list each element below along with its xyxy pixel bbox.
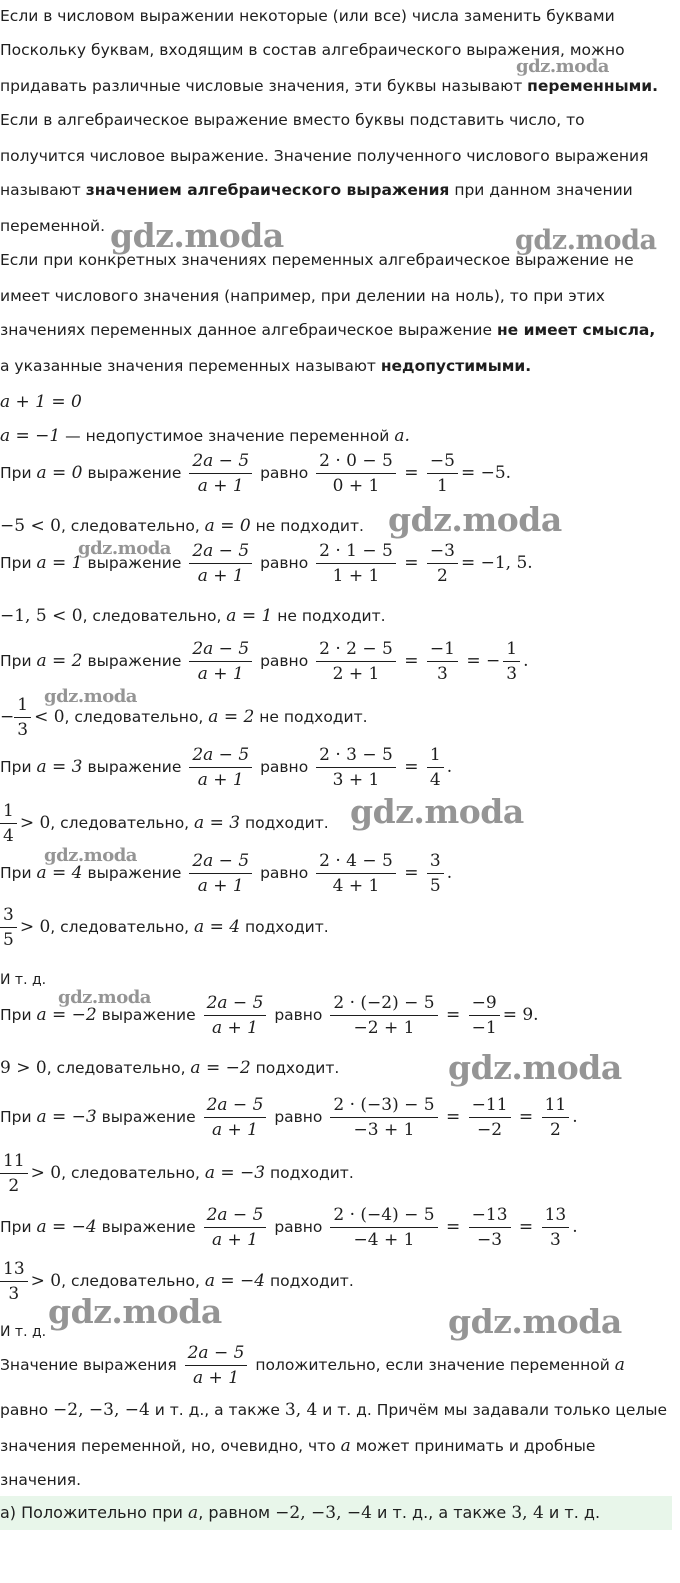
answer-var: a [188, 1503, 199, 1523]
watermark-8: gdz.moda [44, 845, 137, 866]
check-am3-d: 2 [8, 1176, 20, 1196]
case-a4-r1d: 5 [429, 876, 441, 896]
check-am4-d: 3 [8, 1284, 20, 1304]
case-a2-r1n: −1 [427, 638, 458, 662]
answer-values2: 3, 4 [511, 1503, 544, 1523]
case-a2-r2 [503, 638, 520, 685]
check-row-a1 [0, 606, 386, 626]
intro-line-10 [0, 320, 655, 340]
intro-line-4: Если в алгебраическое выражение вместо буквы подставить число, то [0, 111, 585, 129]
check-am3-verdict: подходит. [265, 1164, 354, 1182]
case-a3-value: a = 3 [36, 757, 83, 777]
watermark-1: gdz.moda [516, 56, 609, 77]
watermark-2: gdz.moda [110, 216, 284, 255]
case-a2-r1 [427, 638, 458, 685]
case-a1-vyr: выражение [82, 554, 187, 572]
case-a1-ravno: равно [255, 554, 314, 572]
watermark-3: gdz.moda [515, 225, 657, 256]
check-a4-verdict: подходит. [240, 918, 329, 936]
check-am4-ineq: > 0 [30, 1271, 62, 1291]
expr-num: 2a − 5 [206, 1205, 264, 1225]
case-a0-pri: При [0, 464, 37, 482]
case-am4-r2n: 13 [542, 1204, 570, 1228]
case-am2-expr [204, 992, 267, 1039]
watermark-9: gdz.moda [58, 987, 151, 1008]
check-a3-d: 4 [3, 826, 14, 846]
case-am2-r1d: −1 [471, 1018, 497, 1038]
case-am3-subst [330, 1094, 437, 1141]
check-a3-verdict: подходит. [240, 814, 329, 832]
case-a1-pri: При [0, 554, 37, 572]
check-row-a3 [0, 800, 329, 847]
case-am3-value: a = −3 [36, 1107, 97, 1127]
check-am3-ineq: > 0 [30, 1163, 62, 1183]
case-a3-n: 2 · 3 − 5 [316, 744, 396, 768]
intro-line-11 [0, 356, 531, 376]
case-a4-vyr: выражение [82, 864, 187, 882]
check-a0-verdict: не подходит. [250, 517, 364, 535]
conclusion-l1-var: a [614, 1355, 625, 1375]
term-expression-value: значением алгебраического выражения [85, 181, 450, 199]
case-am3-n: 2 · (−3) − 5 [330, 1094, 437, 1118]
check-am4-frac [0, 1258, 28, 1305]
check-am4-n: 13 [0, 1258, 28, 1282]
conclusion-l2-values: −2, −3, −4 [53, 1400, 150, 1420]
watermark-4: gdz.moda [388, 500, 562, 539]
intro-line-5: получится числовое выражение. Значение полученного числового выражения [0, 147, 649, 165]
invalid-value-math: a = −1 [0, 426, 61, 446]
case-a2-r2d: 3 [506, 664, 518, 684]
case-a3-ravno: равно [255, 758, 314, 776]
conclusion-line-1 [0, 1342, 625, 1389]
case-a2-value: a = 2 [36, 651, 83, 671]
case-am3-vyr: выражение [96, 1108, 201, 1126]
case-am3-d: −3 + 1 [353, 1120, 415, 1140]
conclusion-l2-values2: 3, 4 [284, 1400, 318, 1420]
case-row-am3: При a = −3 выражение $\frac{2a - 5}{a + 1}$ равно $\frac{2 \cdot (-3) - 5}{-3 + 1}$ = $\frac{-11}{-2}$ = $\frac{11}{2}$ . [0, 1095, 578, 1140]
equation-zero-denominator: a + 1 = 0 [0, 392, 82, 412]
case-a2-subst [316, 638, 396, 685]
case-am2-r1n: −9 [469, 992, 500, 1016]
term-invalid: недопустимыми. [380, 357, 532, 375]
check-row-a0 [0, 516, 364, 536]
expr-num: 2a − 5 [192, 851, 250, 871]
check-a4-frac [0, 904, 17, 951]
case-am4-expr [204, 1204, 267, 1251]
check-a4-ineq: > 0 [19, 917, 51, 937]
case-a0-result: = −5. [460, 463, 512, 483]
case-am2-r1 [469, 992, 500, 1039]
case-a2-vyr: выражение [82, 652, 187, 670]
case-row-am2: При a = −2 выражение $\frac{2a - 5}{a + 1}$ равно $\frac{2 \cdot (-2) - 5}{-2 + 1}$ = $\frac{-9}{-1}$ = 9. [0, 993, 539, 1038]
check-am3-sled: , следовательно, [61, 1164, 205, 1182]
case-am4-r1d: −3 [477, 1230, 503, 1250]
check-a3-sled: , следовательно, [50, 814, 195, 832]
check-a2-ineq: < 0 [34, 707, 65, 727]
case-a4-d: 4 + 1 [332, 876, 380, 896]
case-a3-r1d: 4 [429, 770, 441, 790]
watermark-7: gdz.moda [350, 792, 524, 831]
case-am2-value: a = −2 [36, 1005, 97, 1025]
intro-line-6-tail: при данном значении [449, 181, 633, 199]
case-a4-pri: При [0, 864, 37, 882]
check-a2-d: 3 [17, 720, 29, 740]
check-am4-sled: , следовательно, [61, 1272, 205, 1290]
conclusion-l1-post: положительно, если значение переменной [250, 1356, 615, 1374]
expr-den: a + 1 [193, 1368, 240, 1388]
check-a0-ineq: −5 < 0 [0, 516, 61, 536]
check-row-a4 [0, 904, 329, 951]
conclusion-l2-pre: равно [0, 1401, 54, 1419]
term-meaningless: не имеет смысла, [496, 321, 656, 339]
check-am2-verdict: подходит. [250, 1059, 340, 1077]
case-am2-n: 2 · (−2) − 5 [330, 992, 437, 1016]
case-a2-ravno: равно [255, 652, 314, 670]
case-am2-d: −2 + 1 [353, 1018, 415, 1038]
check-a1-verdict: не подходит. [272, 607, 386, 625]
check-a2-verdict: не подходит. [254, 708, 368, 726]
check-a1-ineq: −1, 5 < 0 [0, 606, 83, 626]
intro-line-10-text: значениях переменных данное алгебраическое выражение [0, 321, 497, 339]
case-row-a4: При a = 4 выражение $\frac{2a - 5}{a + 1}$ равно $\frac{2 \cdot 4 - 5}{4 + 1}$ = $\frac{3}{5}$ . [0, 851, 453, 896]
answer-values: −2, −3, −4 [275, 1503, 372, 1523]
check-a4-var: a = 4 [194, 917, 241, 937]
intro-line-3 [0, 76, 658, 96]
expr-den: a + 1 [211, 1018, 258, 1038]
case-a1-result: = −1, 5. [460, 553, 533, 573]
invalid-value-line [0, 426, 410, 446]
case-a1-n: 2 · 1 − 5 [316, 540, 396, 564]
case-am3-r2 [542, 1094, 570, 1141]
case-am4-r2d: 3 [550, 1230, 561, 1250]
case-a0-subst [316, 450, 396, 497]
case-am3-ravno: равно [269, 1108, 328, 1126]
check-row-am2 [0, 1058, 339, 1078]
check-a2-var: a = 2 [208, 707, 255, 727]
case-am3-pri: При [0, 1108, 37, 1126]
etc-1: И т. д. [0, 972, 47, 988]
case-am4-value: a = −4 [36, 1217, 97, 1237]
watermark-6: gdz.moda [44, 686, 137, 707]
invalid-value-var: a. [394, 426, 410, 446]
case-am4-pri: При [0, 1218, 37, 1236]
answer-line [0, 1503, 600, 1523]
conclusion-l2-mid: и т. д., а также [149, 1401, 285, 1419]
conclusion-line-4: значения. [0, 1471, 82, 1489]
case-am3-r2d: 2 [550, 1120, 561, 1140]
expr-den: a + 1 [211, 1120, 258, 1140]
expr-num: 2a − 5 [192, 639, 250, 659]
check-am3-n: 11 [0, 1150, 28, 1174]
case-am4-r1n: −13 [469, 1204, 511, 1228]
case-a0-n: 2 · 0 − 5 [316, 450, 396, 474]
intro-line-3-text: придавать различные числовые значения, эти буквы называют [0, 77, 528, 95]
expr-num: 2a − 5 [192, 541, 250, 561]
expr-num: 2a − 5 [187, 1343, 245, 1363]
intro-line-6-text: называют [0, 181, 86, 199]
etc-2: И т. д. [0, 1324, 47, 1340]
case-am4-vyr: выражение [96, 1218, 201, 1236]
check-a2-n: 1 [14, 694, 31, 718]
intro-line-8: Если при конкретных значениях переменных алгебраическое выражение не [0, 251, 634, 269]
case-a1-d: 1 + 1 [332, 566, 380, 586]
conclusion-line-3 [0, 1436, 595, 1456]
case-a3-pri: При [0, 758, 37, 776]
watermark-12: gdz.moda [448, 1302, 622, 1341]
case-a2-n: 2 · 2 − 5 [316, 638, 396, 662]
case-a0-expr [189, 450, 252, 497]
check-a0-var: a = 0 [204, 516, 251, 536]
case-a1-r1d: 2 [437, 566, 448, 586]
case-a4-n: 2 · 4 − 5 [316, 850, 396, 874]
case-a2-r1d: 3 [437, 664, 448, 684]
case-a0-value: a = 0 [36, 463, 83, 483]
intro-line-11-text: а указанные значения переменных называют [0, 357, 381, 375]
expr-den: a + 1 [197, 770, 244, 790]
expr-num: 2a − 5 [192, 451, 250, 471]
conclusion-l3-post: может принимать и дробные [350, 1437, 596, 1455]
check-a4-sled: , следовательно, [50, 918, 195, 936]
case-a2-expr [189, 638, 252, 685]
case-row-a3: При a = 3 выражение $\frac{2a - 5}{a + 1}$ равно $\frac{2 \cdot 3 - 5}{3 + 1}$ = $\frac{1}{4}$ . [0, 745, 453, 790]
case-a3-d: 3 + 1 [332, 770, 380, 790]
case-a2-r2n: 1 [503, 638, 520, 662]
case-am4-subst [330, 1204, 437, 1251]
case-a4-r1 [427, 850, 444, 897]
check-a2-minus: − [0, 707, 15, 727]
conclusion-l2-post: и т. д. Причём мы задавали только целые [317, 1401, 668, 1419]
answer-pre: а) Положительно при [0, 1503, 189, 1522]
check-a2-sled: , следовательно, [64, 708, 209, 726]
check-a4-d: 5 [3, 930, 14, 950]
check-am3-var: a = −3 [204, 1163, 266, 1183]
check-am4-verdict: подходит. [265, 1272, 354, 1290]
case-am4-n: 2 · (−4) − 5 [330, 1204, 437, 1228]
case-row-a0: При a = 0 выражение $\frac{2a - 5}{a + 1}$ равно $\frac{2 \cdot 0 - 5}{0 + 1}$ = $\frac{-5}{1}$ = −5. [0, 451, 512, 496]
check-a2-frac [14, 694, 31, 741]
conclusion-expr [185, 1342, 248, 1389]
conclusion-l3-pre: значения переменной, но, очевидно, что [0, 1437, 341, 1455]
case-a3-subst [316, 744, 396, 791]
expr-num: 2a − 5 [192, 745, 250, 765]
check-a1-sled: , следовательно, [82, 607, 227, 625]
check-am2-ineq: 9 > 0 [0, 1058, 47, 1078]
expr-den: a + 1 [197, 664, 244, 684]
answer-mid2: и т. д., а также [371, 1503, 512, 1522]
case-am2-ravno: равно [269, 1006, 328, 1024]
expr-den: a + 1 [197, 476, 244, 496]
case-a0-d: 0 + 1 [332, 476, 380, 496]
case-am2-vyr: выражение [96, 1006, 201, 1024]
case-a0-r1d: 1 [437, 476, 448, 496]
case-a3-expr [189, 744, 252, 791]
case-row-a1: При a = 1 выражение $\frac{2a - 5}{a + 1}$ равно $\frac{2 \cdot 1 - 5}{1 + 1}$ = $\frac{-3}{2}$ = −1, 5. [0, 541, 533, 586]
case-a3-vyr: выражение [82, 758, 187, 776]
conclusion-l1-pre: Значение выражения [0, 1356, 182, 1374]
case-a3-r1n: 1 [427, 744, 444, 768]
case-a1-r1 [427, 540, 458, 587]
check-am2-sled: , следовательно, [46, 1059, 191, 1077]
case-a4-subst [316, 850, 396, 897]
case-a1-subst [316, 540, 396, 587]
intro-line-9: имеет числового значения (например, при делении на ноль), то при этих [0, 287, 605, 305]
case-am4-r1 [469, 1204, 511, 1251]
case-a1-r1n: −3 [427, 540, 458, 564]
case-a1-expr [189, 540, 252, 587]
case-row-am4: При a = −4 выражение $\frac{2a - 5}{a + 1}$ равно $\frac{2 \cdot (-4) - 5}{-4 + 1}$ = $\frac{-13}{-3}$ = $\frac{13}{3}$ . [0, 1205, 578, 1250]
case-row-a2: При a = 2 выражение $\frac{2a - 5}{a + 1}$ равно $\frac{2 \cdot 2 - 5}{2 + 1}$ = $\frac{-1}{3}$ = − $\frac{1}{3}$ . [0, 639, 529, 684]
case-am2-subst [330, 992, 437, 1039]
case-am4-ravno: равно [269, 1218, 328, 1236]
intro-line-1: Если в числовом выражении некоторые (или все) числа заменить буквами [0, 7, 615, 25]
invalid-value-text: — недопустимое значение переменной [60, 427, 395, 445]
case-a3-r1 [427, 744, 444, 791]
check-a4-n: 3 [0, 904, 17, 928]
check-a1-var: a = 1 [226, 606, 273, 626]
case-am4-r2 [542, 1204, 570, 1251]
case-a4-expr [189, 850, 252, 897]
expr-den: a + 1 [197, 876, 244, 896]
expr-den: a + 1 [211, 1230, 258, 1250]
expr-num: 2a − 5 [206, 993, 264, 1013]
case-am2-result: = 9. [502, 1005, 539, 1025]
intro-line-7: переменной. [0, 217, 106, 235]
case-a1-value: a = 1 [36, 553, 83, 573]
case-a0-r1 [427, 450, 458, 497]
case-am2-pri: При [0, 1006, 37, 1024]
check-a3-n: 1 [0, 800, 17, 824]
answer-post: и т. д. [543, 1503, 601, 1522]
check-row-am3 [0, 1150, 354, 1197]
case-am4-d: −4 + 1 [353, 1230, 415, 1250]
answer-mid: , равном [198, 1503, 276, 1522]
check-am2-var: a = −2 [190, 1058, 251, 1078]
intro-line-6 [0, 180, 633, 200]
check-am4-var: a = −4 [204, 1271, 266, 1291]
case-a2-pri: При [0, 652, 37, 670]
check-a3-frac [0, 800, 17, 847]
case-am3-r2n: 11 [542, 1094, 570, 1118]
case-a4-value: a = 4 [36, 863, 83, 883]
watermark-5: gdz.moda [78, 538, 171, 559]
case-a4-r1n: 3 [427, 850, 444, 874]
check-am3-frac [0, 1150, 28, 1197]
case-a4-ravno: равно [255, 864, 314, 882]
watermark-11: gdz.moda [48, 1292, 222, 1331]
case-a0-r1n: −5 [427, 450, 458, 474]
case-a0-ravno: равно [255, 464, 314, 482]
conclusion-l3-var: a [340, 1436, 351, 1456]
term-variables: переменными. [527, 77, 659, 95]
check-a0-sled: , следовательно, [60, 517, 205, 535]
case-am3-r1 [469, 1094, 511, 1141]
check-a3-var: a = 3 [194, 813, 241, 833]
case-am3-r1n: −11 [469, 1094, 511, 1118]
conclusion-line-2 [0, 1400, 667, 1420]
case-a0-vyr: выражение [82, 464, 187, 482]
case-am3-expr [204, 1094, 267, 1141]
case-a2-d: 2 + 1 [332, 664, 380, 684]
check-a3-ineq: > 0 [19, 813, 51, 833]
expr-num: 2a − 5 [206, 1095, 264, 1115]
intro-line-2: Поскольку буквам, входящим в состав алгебраического выражения, можно [0, 41, 625, 59]
case-am3-r1d: −2 [477, 1120, 503, 1140]
expr-den: a + 1 [197, 566, 244, 586]
watermark-10: gdz.moda [448, 1048, 622, 1087]
